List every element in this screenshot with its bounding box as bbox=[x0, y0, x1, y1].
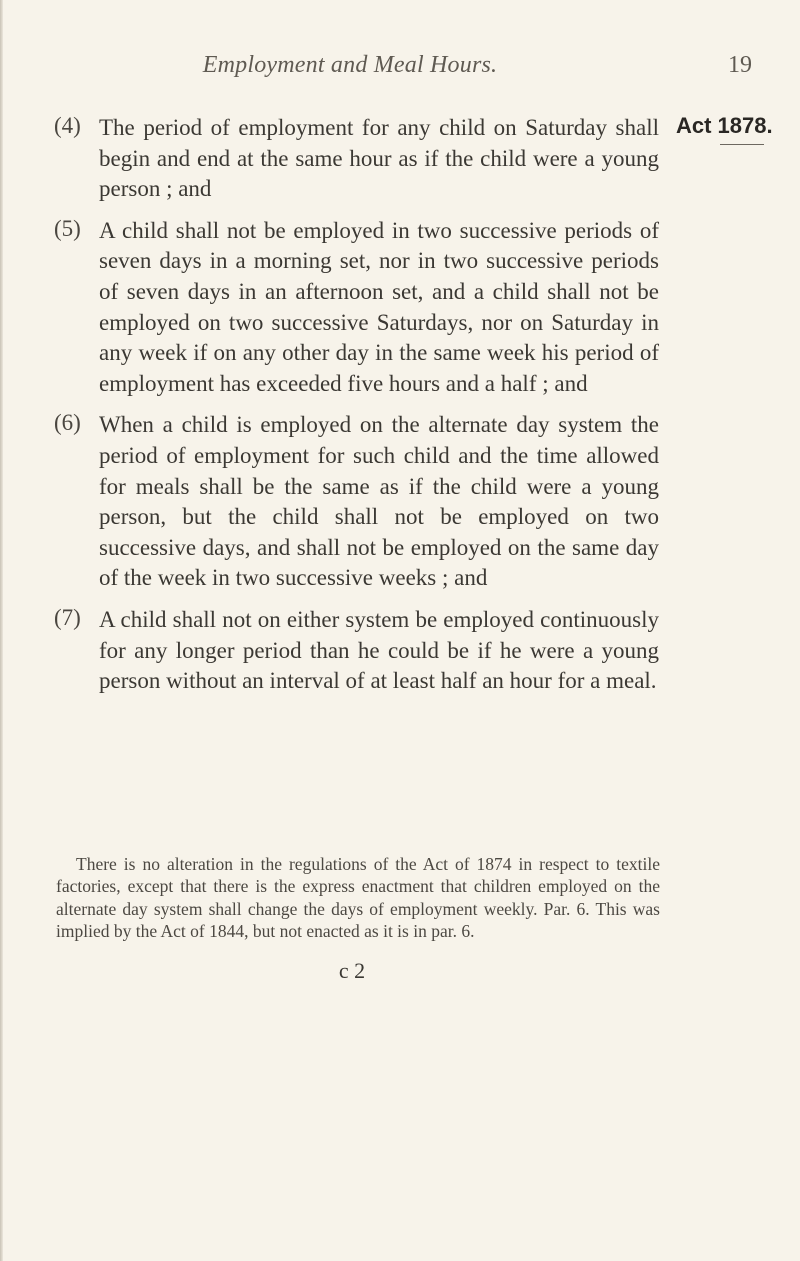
clause bbox=[0, 410, 800, 594]
clause-number: (5) bbox=[54, 215, 81, 241]
running-title: Employment and Meal Hours. bbox=[202, 52, 498, 78]
clause-text: A child shall not be employed in two successive periods of seven days in a morning set, nor in two successive periods of seven days in an afternoon set, and a child shall not be employed on two successive Saturdays, nor on Saturday in any week if on any other day in the same week his period of employment has exceeded five hours and a half ; and bbox=[99, 217, 659, 396]
clause-text: When a child is employed on the alternate day system the period of employment for such child and the time allowed for meals shall be the same as if the child were a young person, but the child shall not be employed on two successive days, and shall not be employed on the same day of the week in two successive weeks ; and bbox=[99, 412, 659, 591]
clause-number: (7) bbox=[54, 604, 81, 630]
printer-signature: c 2 bbox=[338, 958, 366, 983]
clause bbox=[0, 216, 800, 400]
clause-number: (4) bbox=[54, 113, 81, 138]
clause-text: The period of employment for any child on Saturday shall begin and end at the same hour as if the child were a young person ; and bbox=[99, 115, 659, 202]
page-header bbox=[0, 52, 800, 86]
clause-text: A child shall not on either system be employed continuously for any longer period than he could be if he were a young person without an interval of at least half an hour for a meal. bbox=[99, 606, 659, 694]
footnote-paragraph: There is no alteration in the regulations of the Act of 1874 in respect to textile factories, except that there is the express enactment that children employed on the alternate day system shall change the days of employment weekly. Par. 6. This was implied by the Act of 1844, but not enacted as it is in par. 6. bbox=[56, 854, 660, 942]
clause bbox=[0, 113, 800, 205]
clause-list bbox=[0, 113, 800, 708]
clause-number: (6) bbox=[54, 410, 81, 436]
clause bbox=[0, 605, 800, 697]
margin-note: Act 1878. bbox=[676, 113, 773, 138]
page-number: 19 bbox=[728, 52, 752, 78]
